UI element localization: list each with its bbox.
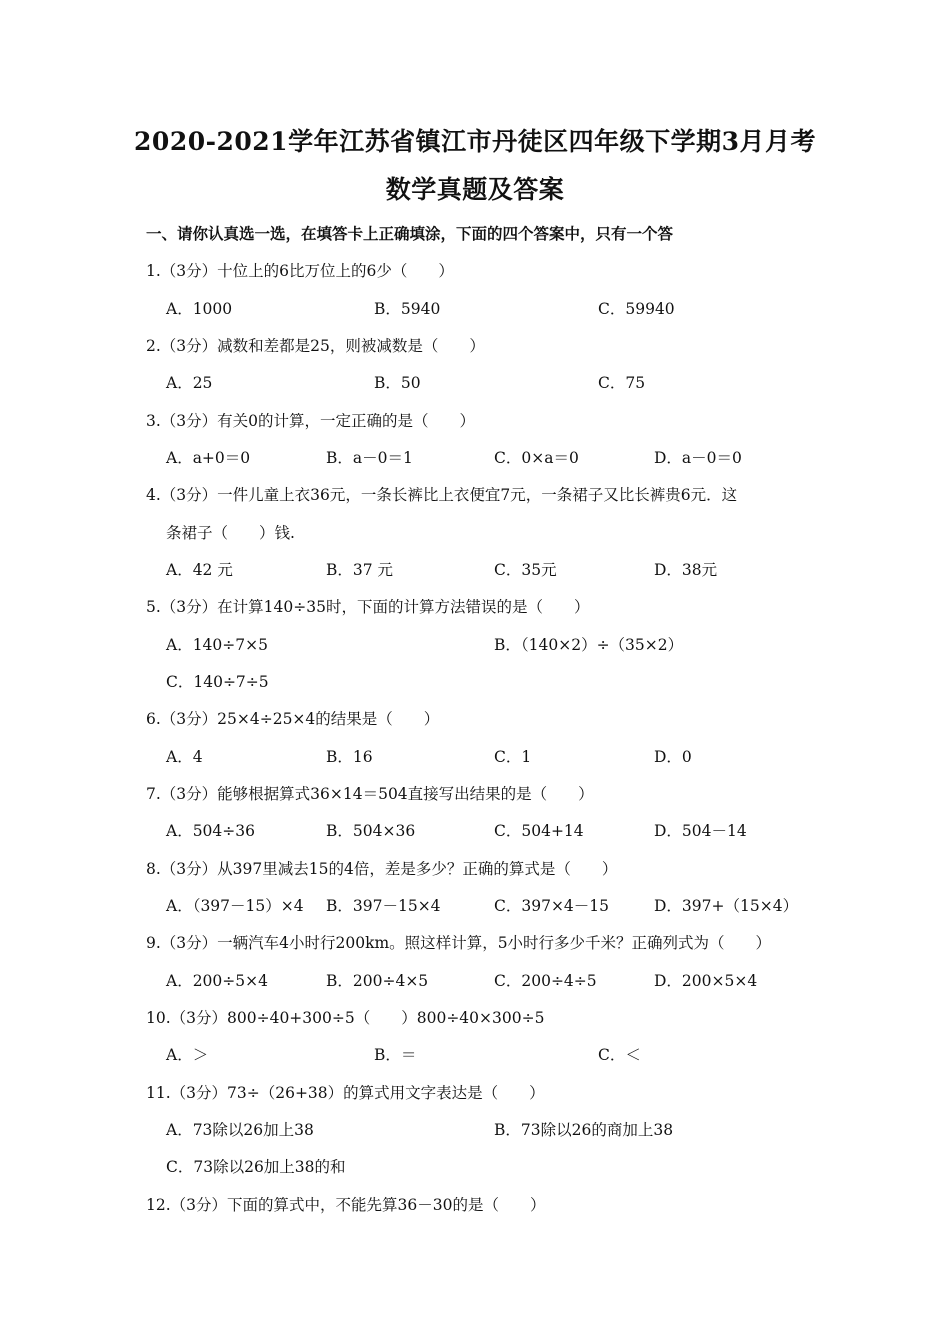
question-4-option-c: C．35元 bbox=[494, 561, 557, 579]
question-10-option-b: B．＝ bbox=[374, 1046, 417, 1064]
question-9-option-b: B．200÷4×5 bbox=[326, 972, 429, 990]
question-10: 10.（3分）800÷40+300÷5（ ）800÷40×300÷5 bbox=[146, 1009, 545, 1027]
question-8-option-a: A．（397－15）×4 bbox=[166, 897, 304, 915]
document-title-line1: 2020-2021学年江苏省镇江市丹徒区四年级下学期3月月考 bbox=[134, 127, 816, 156]
question-5-option-a: A．140÷7×5 bbox=[166, 636, 268, 654]
document-title-line2: 数学真题及答案 bbox=[385, 175, 565, 204]
question-11-option-c: C．73除以26加上38的和 bbox=[166, 1158, 346, 1176]
question-1: 1.（3分）十位上的6比万位上的6少（ ） bbox=[146, 262, 454, 280]
question-1-option-b: B．5940 bbox=[374, 300, 441, 318]
question-7-option-b: B．504×36 bbox=[326, 822, 416, 840]
question-9: 9.（3分）一辆汽车4小时行200km。照这样计算，5小时行多少千米？正确列式为（ ） bbox=[146, 934, 772, 952]
question-8: 8.（3分）从397里减去15的4倍，差是多少？正确的算式是（ ） bbox=[146, 860, 618, 878]
question-11-option-b: B．73除以26的商加上38 bbox=[494, 1121, 674, 1139]
question-2-option-b: B．50 bbox=[374, 374, 421, 392]
question-3-option-b: B．a－0＝1 bbox=[326, 449, 413, 467]
question-3-option-c: C．0×a＝0 bbox=[494, 449, 579, 467]
question-4-option-b: B．37 元 bbox=[326, 561, 394, 579]
question-10-option-c: C．＜ bbox=[598, 1046, 641, 1064]
question-9-option-c: C．200÷4÷5 bbox=[494, 972, 597, 990]
question-8-option-d: D．397+（15×4） bbox=[654, 897, 799, 915]
question-11: 11.（3分）73÷（26+38）的算式用文字表达是（ ） bbox=[146, 1084, 545, 1102]
question-5: 5.（3分）在计算140÷35时，下面的计算方法错误的是（ ） bbox=[146, 598, 590, 616]
question-5-option-c: C．140÷7÷5 bbox=[166, 673, 269, 691]
question-4-continuation: 条裙子（ ）钱. bbox=[166, 524, 295, 542]
section-heading: 一、请你认真选一选，在填答卡上正确填涂，下面的四个答案中，只有一个答 bbox=[146, 224, 674, 243]
question-6-option-d: D．0 bbox=[654, 748, 692, 766]
question-5-option-b: B．（140×2）÷（35×2） bbox=[494, 636, 684, 654]
question-1-option-c: C．59940 bbox=[598, 300, 675, 318]
question-3-option-d: D．a－0＝0 bbox=[654, 449, 742, 467]
question-8-option-c: C．397×4－15 bbox=[494, 897, 610, 915]
question-7-option-c: C．504+14 bbox=[494, 822, 584, 840]
question-1-option-a: A．1000 bbox=[166, 300, 233, 318]
question-7-option-a: A．504÷36 bbox=[166, 822, 255, 840]
question-6-option-c: C．1 bbox=[494, 748, 532, 766]
question-6-option-b: B．16 bbox=[326, 748, 373, 766]
question-10-option-a: A．＞ bbox=[166, 1046, 209, 1064]
question-4-option-a: A．42 元 bbox=[166, 561, 233, 579]
question-2-option-c: C．75 bbox=[598, 374, 646, 392]
question-8-option-b: B．397－15×4 bbox=[326, 897, 441, 915]
question-4-option-d: D．38元 bbox=[654, 561, 718, 579]
question-3: 3.（3分）有关0的计算，一定正确的是（ ） bbox=[146, 412, 476, 430]
question-6: 6.（3分）25×4÷25×4的结果是（ ） bbox=[146, 710, 440, 728]
question-4: 4.（3分）一件儿童上衣36元，一条长裤比上衣便宜7元，一条裙子又比长裤贵6元．这 bbox=[146, 486, 738, 504]
question-9-option-a: A．200÷5×4 bbox=[166, 972, 268, 990]
question-2-option-a: A．25 bbox=[166, 374, 213, 392]
question-7: 7.（3分）能够根据算式36×14＝504直接写出结果的是（ ） bbox=[146, 785, 594, 803]
question-11-option-a: A．73除以26加上38 bbox=[166, 1121, 314, 1139]
question-9-option-d: D．200×5×4 bbox=[654, 972, 758, 990]
question-7-option-d: D．504－14 bbox=[654, 822, 747, 840]
question-6-option-a: A．4 bbox=[166, 748, 203, 766]
question-12: 12.（3分）下面的算式中，不能先算36－30的是（ ） bbox=[146, 1196, 546, 1214]
question-2: 2.（3分）减数和差都是25，则被减数是（ ） bbox=[146, 337, 485, 355]
question-3-option-a: A．a+0＝0 bbox=[166, 449, 251, 467]
